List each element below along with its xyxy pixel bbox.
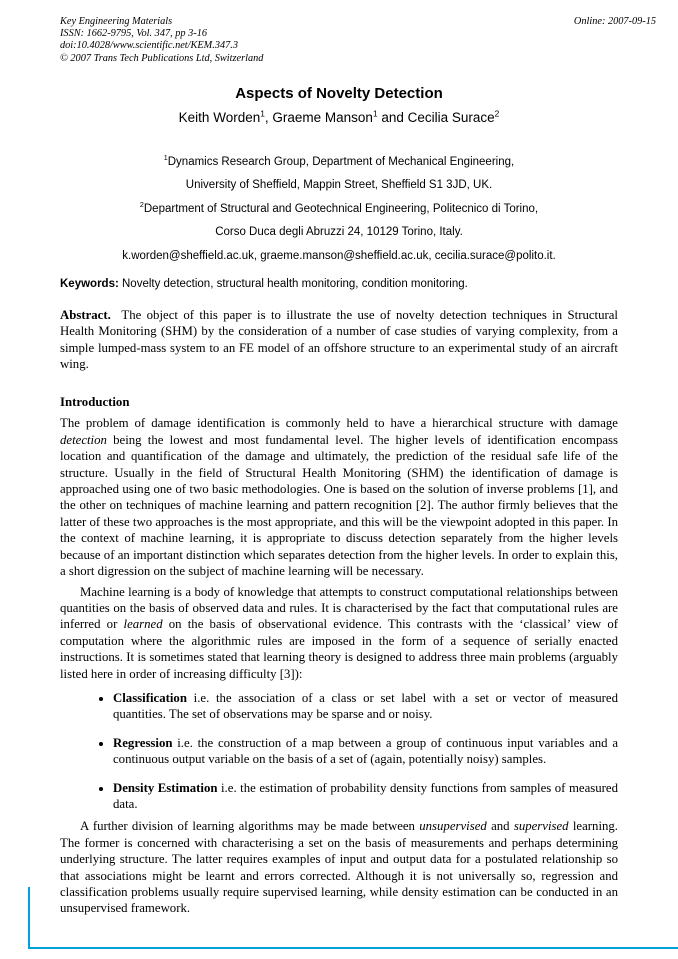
affiliation-line-4: Corso Duca degli Abruzzi 24, 10129 Torino, Italy. — [215, 226, 463, 239]
bullet-classification: • Classification i.e. the association of a class or set label with a set or vector of measured quantities. The set of observations may be sparse and or noisy. — [113, 690, 618, 723]
journal-issn: ISSN: 1662-9795, Vol. 347, pp 3-16 — [60, 28, 208, 40]
affiliations — [60, 153, 618, 263]
intro-paragraph-2: Machine learning is a body of knowledge that attempts to construct computational relationships between quantities on the basis of observed data and rules. It is characterised by the fact that computational rules are inferred or learned on the basis of observational evidence. This contrasts with the ‘classical’ view of computation where the algorithmic rules are imposed in the form of a sequence of serially enacted instructions. It is sometimes stated that learning theory is designed to address three main problems (arguably listed here in order of increasing difficulty [3]): — [60, 584, 619, 681]
affiliation-line-1: $^1$Dynamics Research Group, Department of Mechanical Engineering, — [163, 153, 515, 168]
keywords-line: Keywords: Novelty detection, structural health monitoring, condition monitoring. — [60, 277, 468, 290]
affiliation-line-3: $^2$Department of Structural and Geotechnical Engineering, Politecnico di Torino, — [139, 200, 539, 215]
intro-paragraph-3: A further division of learning algorithms may be made between unsupervised and supervised learning. The former is concerned with characterising a set on the basis of measurements and perhaps determining underlying structure. The latter requires examples of input and output data for a postulated relationship so that associations might be learnt and errors corrected. Although it is not universally so, regression and classification problems usually require supervised learning, while density estimation can be conducted in an unsupervised framework. — [60, 819, 618, 916]
journal-doi: doi:10.4028/www.scientific.net/KEM.347.3 — [60, 40, 238, 52]
author-emails: k.worden@sheffield.ac.uk, graeme.manson@sheffield.ac.uk, cecilia.surace@polito.it. — [122, 249, 556, 262]
intro-paragraph-1: The problem of damage identification is commonly held to have a hierarchical structure with damage detection being the lowest and most fundamental level. The higher levels of identification encompass location and quantification of the damage and ultimately, the prediction of the residual safe life of the structure. Usually in the field of Structural Health Monitoring (SHM) the identification of damage is approached using one of two basic methodologies. One is based on the solution of inverse problems [1], and the other on techniques of machine learning and pattern recognition [2]. The author firmly believes that the latter of these two approaches is the most appropriate, and this will be the viewpoint adopted in this paper. In the context of machine learning, it is appropriate to discuss detection separately from the higher levels because of an important distinction which separates detection from the higher levels. In order to explain this, a short digression on the subject of machine learning will be necessary. — [60, 416, 618, 579]
paper-title: Aspects of Novelty Detection — [235, 84, 443, 102]
learning-problems-list — [60, 690, 618, 812]
bullet-regression: • Regression i.e. the construction of a map between a group of continuous input variables and a continuous output variable on the basis of a set of (again, potentially noisy) samples. — [113, 735, 618, 768]
online-date: Online: 2007-09-15 — [573, 16, 656, 27]
journal-name: Key Engineering Materials — [60, 16, 173, 27]
bullet-density-estimation: • Density Estimation i.e. the estimation of probability density functions from samples of measured data. — [113, 780, 618, 813]
affiliation-line-2: University of Sheffield, Mappin Street, Sheffield S1 3JD, UK. — [185, 179, 493, 192]
abstract-paragraph: Abstract. The object of this paper is to illustrate the use of novelty detection techniques in Structural Health Monitoring (SHM) by the consideration of a number of case studies of varying complexity, from a simple lumped-mass system to an FE model of an offshore structure to an experimental study of an aircraft wing. — [60, 307, 618, 372]
journal-copyright: © 2007 Trans Tech Publications Ltd, Switzerland — [60, 52, 264, 64]
authors-line: Keith Worden$^1$, Graeme Manson$^1$ and Cecilia Surace$^2$ — [178, 108, 500, 125]
journal-header — [60, 16, 656, 65]
journal-info — [60, 16, 263, 65]
introduction-heading: Introduction — [60, 395, 130, 410]
